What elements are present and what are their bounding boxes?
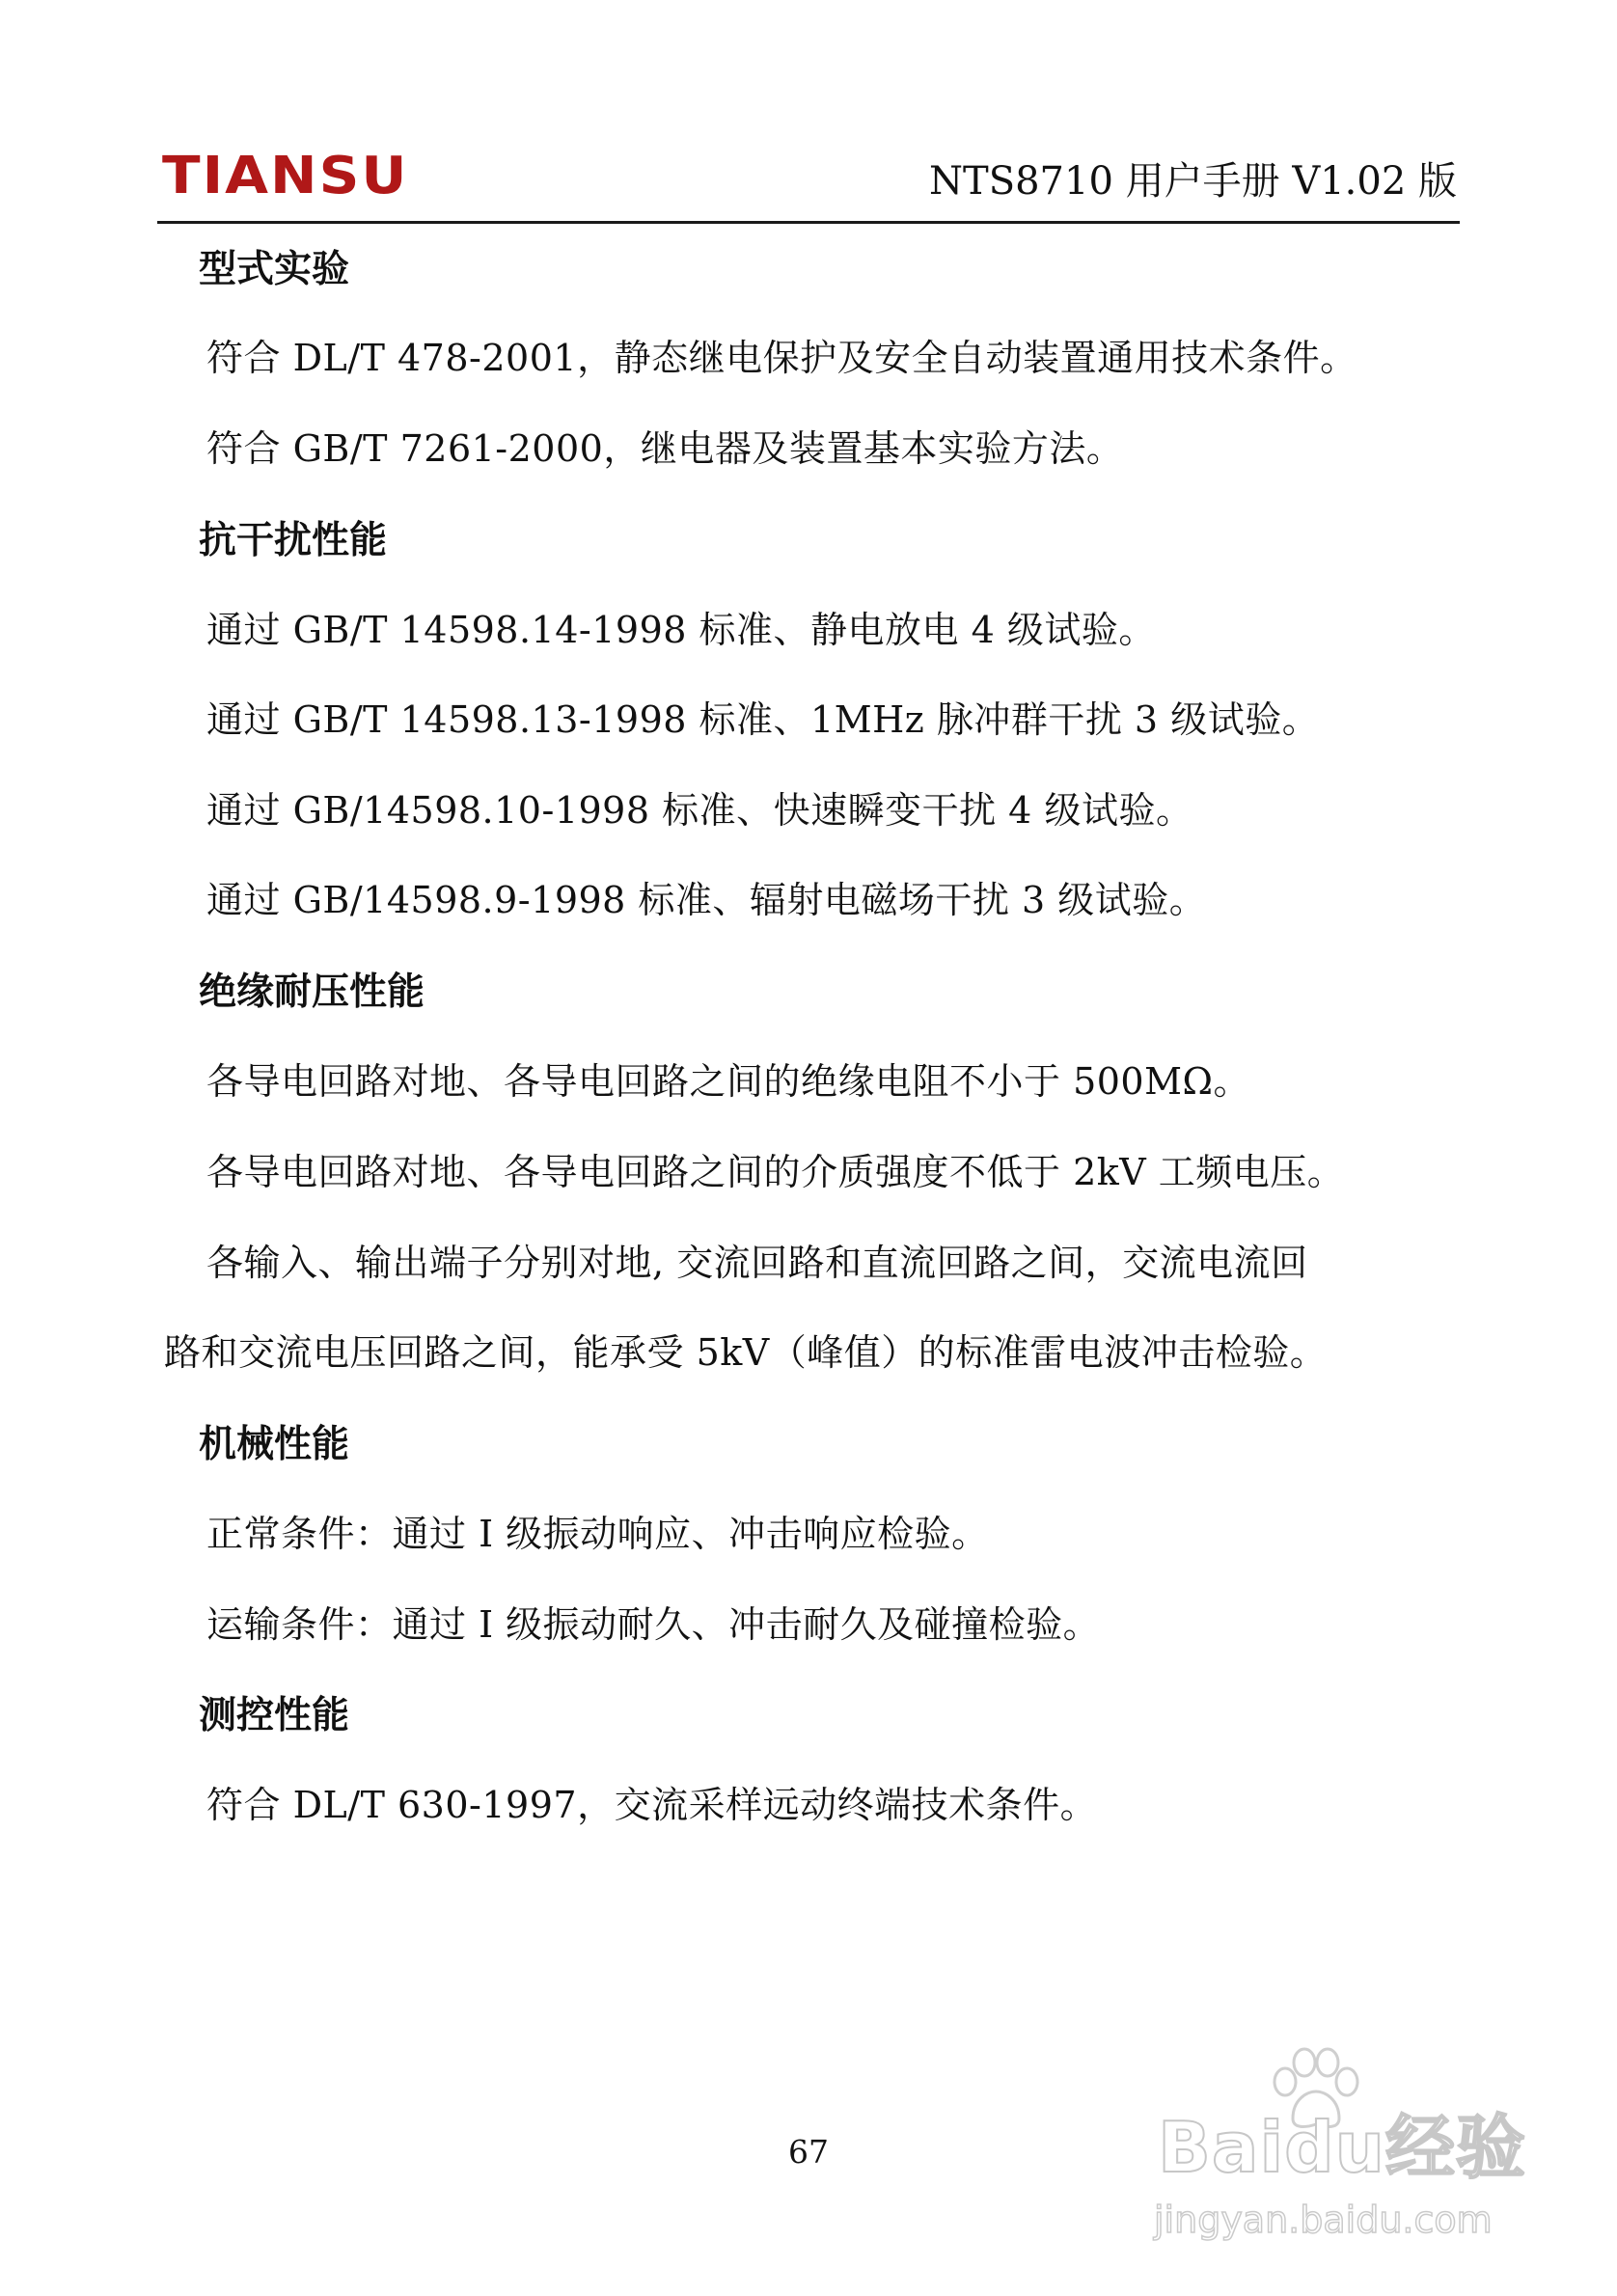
paragraph: 通过 GB/T 14598.13-1998 标准、1MHz 脉冲群干扰 3 级试验。 <box>206 698 1320 741</box>
paragraph-continuation: 路和交流电压回路之间，能承受 5kV（峰值）的标准雷电波冲击检验。 <box>164 1331 1328 1374</box>
section-heading-anti-interference: 抗干扰性能 <box>199 519 388 562</box>
paragraph: 符合 DL/T 630-1997，交流采样远动终端技术条件。 <box>206 1784 1098 1826</box>
section-heading-insulation: 绝缘耐压性能 <box>199 970 425 1014</box>
tiansu-logo: TIANSU <box>162 145 409 205</box>
watermark-brand: Baidu经验 <box>1158 2107 1526 2188</box>
paragraph: 运输条件：通过 I 级振动耐久、冲击耐久及碰撞检验。 <box>206 1603 1101 1646</box>
paragraph: 通过 GB/14598.10-1998 标准、快速瞬变干扰 4 级试验。 <box>206 789 1193 832</box>
document-header-title: NTS8710 用户手册 V1.02 版 <box>929 159 1457 204</box>
paragraph: 符合 GB/T 7261-2000，继电器及装置基本实验方法。 <box>206 427 1124 470</box>
paragraph: 各导电回路对地、各导电回路之间的介质强度不低于 2kV 工频电压。 <box>206 1151 1345 1193</box>
paragraph: 通过 GB/14598.9-1998 标准、辐射电磁场干扰 3 级试验。 <box>206 879 1207 921</box>
paragraph: 各导电回路对地、各导电回路之间的绝缘电阻不小于 500MΩ。 <box>206 1060 1251 1103</box>
section-heading-mechanical: 机械性能 <box>199 1423 350 1466</box>
paragraph: 通过 GB/T 14598.14-1998 标准、静电放电 4 级试验。 <box>206 609 1156 651</box>
header-divider <box>157 221 1460 224</box>
paragraph: 符合 DL/T 478-2001，静态继电保护及安全自动装置通用技术条件。 <box>206 337 1357 379</box>
watermark-url: jingyan.baidu.com <box>1154 2199 1493 2241</box>
page-number: 67 <box>788 2133 829 2171</box>
paragraph: 各输入、输出端子分别对地, 交流回路和直流回路之间，交流电流回 <box>206 1242 1308 1284</box>
baidu-jingyan-watermark <box>1148 2045 1553 2248</box>
section-heading-type-test: 型式实验 <box>199 248 350 291</box>
paragraph: 正常条件：通过 I 级振动响应、冲击响应检验。 <box>206 1513 989 1555</box>
section-heading-measurement-control: 测控性能 <box>199 1694 350 1737</box>
